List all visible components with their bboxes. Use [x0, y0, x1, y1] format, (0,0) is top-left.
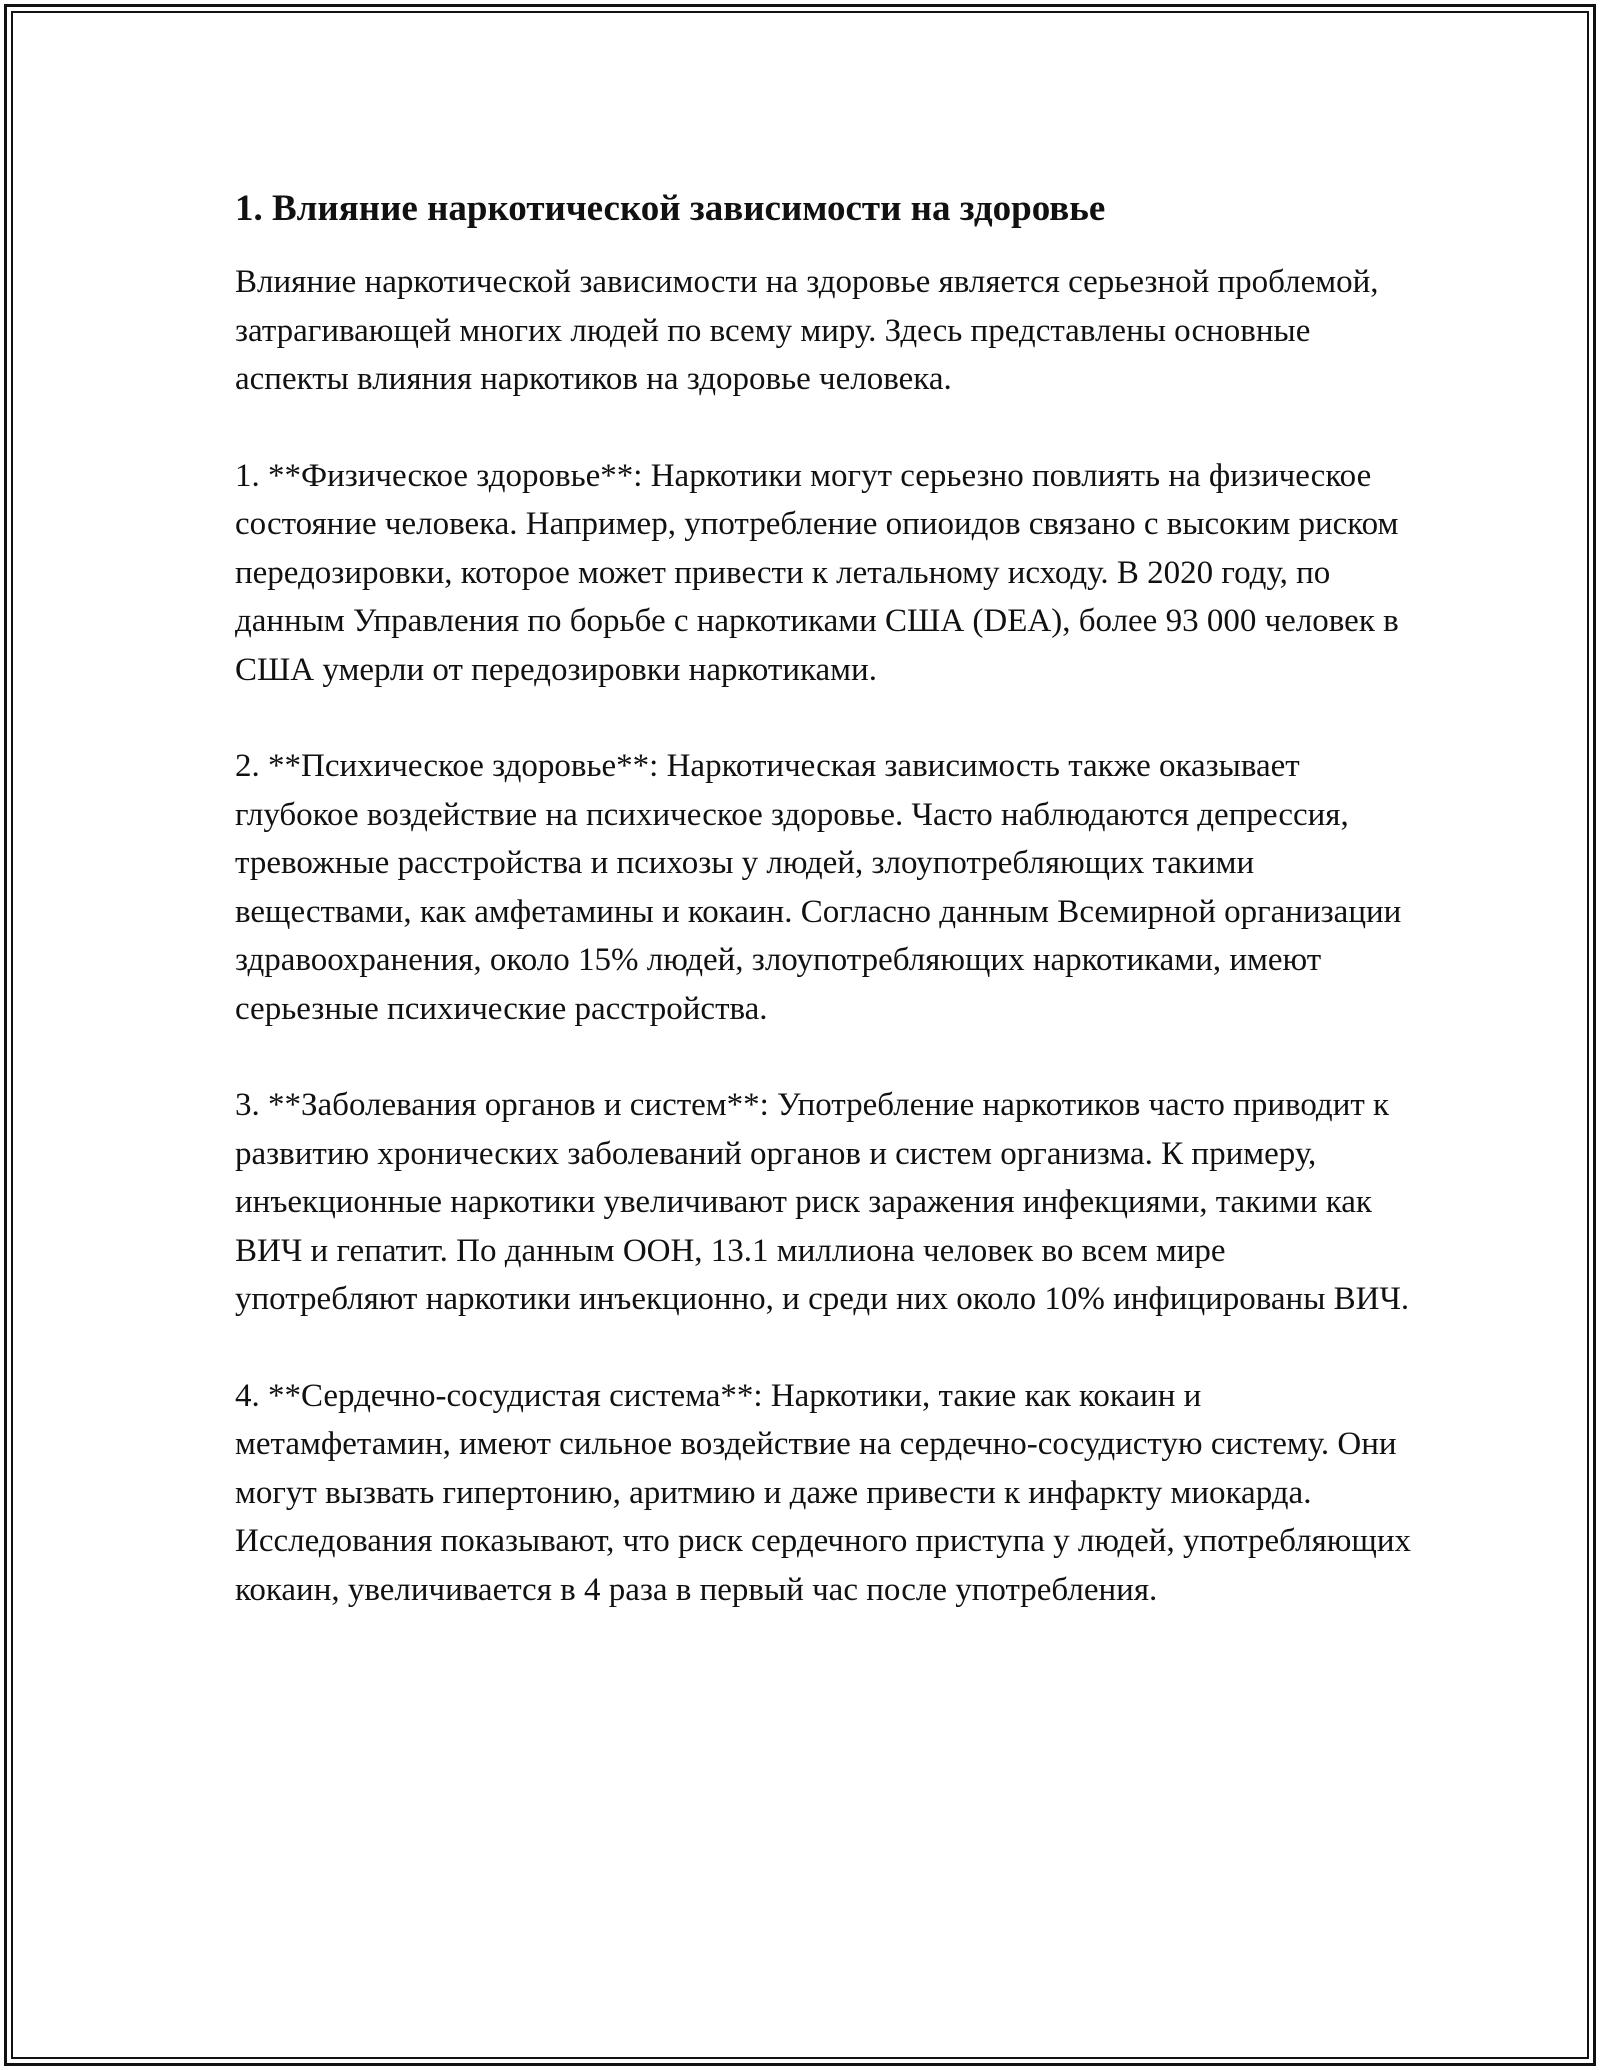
physical-health-paragraph: 1. **Физическое здоровье**: Наркотики могут серьезно повлиять на физическое состояние человека. Например, употребление опиоидов связано с высоким риском передозировки, которое может привести к летальному исходу. В 2020 году, по данным Управления по борьбе с наркотиками США (DEA), более 93 000 человек в США умерли от передозировки наркотиками. [235, 457, 1399, 688]
intro-paragraph: Влияние наркотической зависимости на здоровье является серьезной проблемой, затрагивающей многих людей по всему миру. Здесь представлены основные аспекты влияния наркотиков на здоровье человека. [235, 264, 1379, 397]
section-heading: 1. Влияние наркотической зависимости на здоровье [235, 188, 1106, 229]
cardiovascular-paragraph: 4. **Сердечно-сосудистая система**: Наркотики, такие как кокаин и метамфетамин, имеют сильное воздействие на сердечно-сосудистую систему. Они могут вызвать гипертонию, аритмию и даже привести к инфаркту миокарда. Исследования показывают, что риск сердечного приступа у людей, употребляющих кокаин, увеличивается в 4 раза в первый час после употребления. [235, 1377, 1411, 1608]
mental-health-paragraph: 2. **Психическое здоровье**: Наркотическая зависимость также оказывает глубокое воздействие на психическое здоровье. Часто наблюдаются депрессия, тревожные расстройства и психозы у людей, злоупотребляющих такими веществами, как амфетамины и кокаин. Согласно данным Всемирной организации здравоохранения, около 15% людей, злоупотребляющих наркотиками, имеют серьезные психические расстройства. [235, 748, 1402, 1027]
organ-diseases-paragraph: 3. **Заболевания органов и систем**: Употребление наркотиков часто приводит к развитию хронических заболеваний органов и систем организма. К примеру, инъекционные наркотики увеличивают риск заражения инфекциями, такими как ВИЧ и гепатит. По данным ООН, 13.1 миллиона человек во всем мире употребляют наркотики инъекционно, и среди них около 10% инфицированы ВИЧ. [235, 1087, 1410, 1317]
document-body [235, 185, 1415, 1662]
